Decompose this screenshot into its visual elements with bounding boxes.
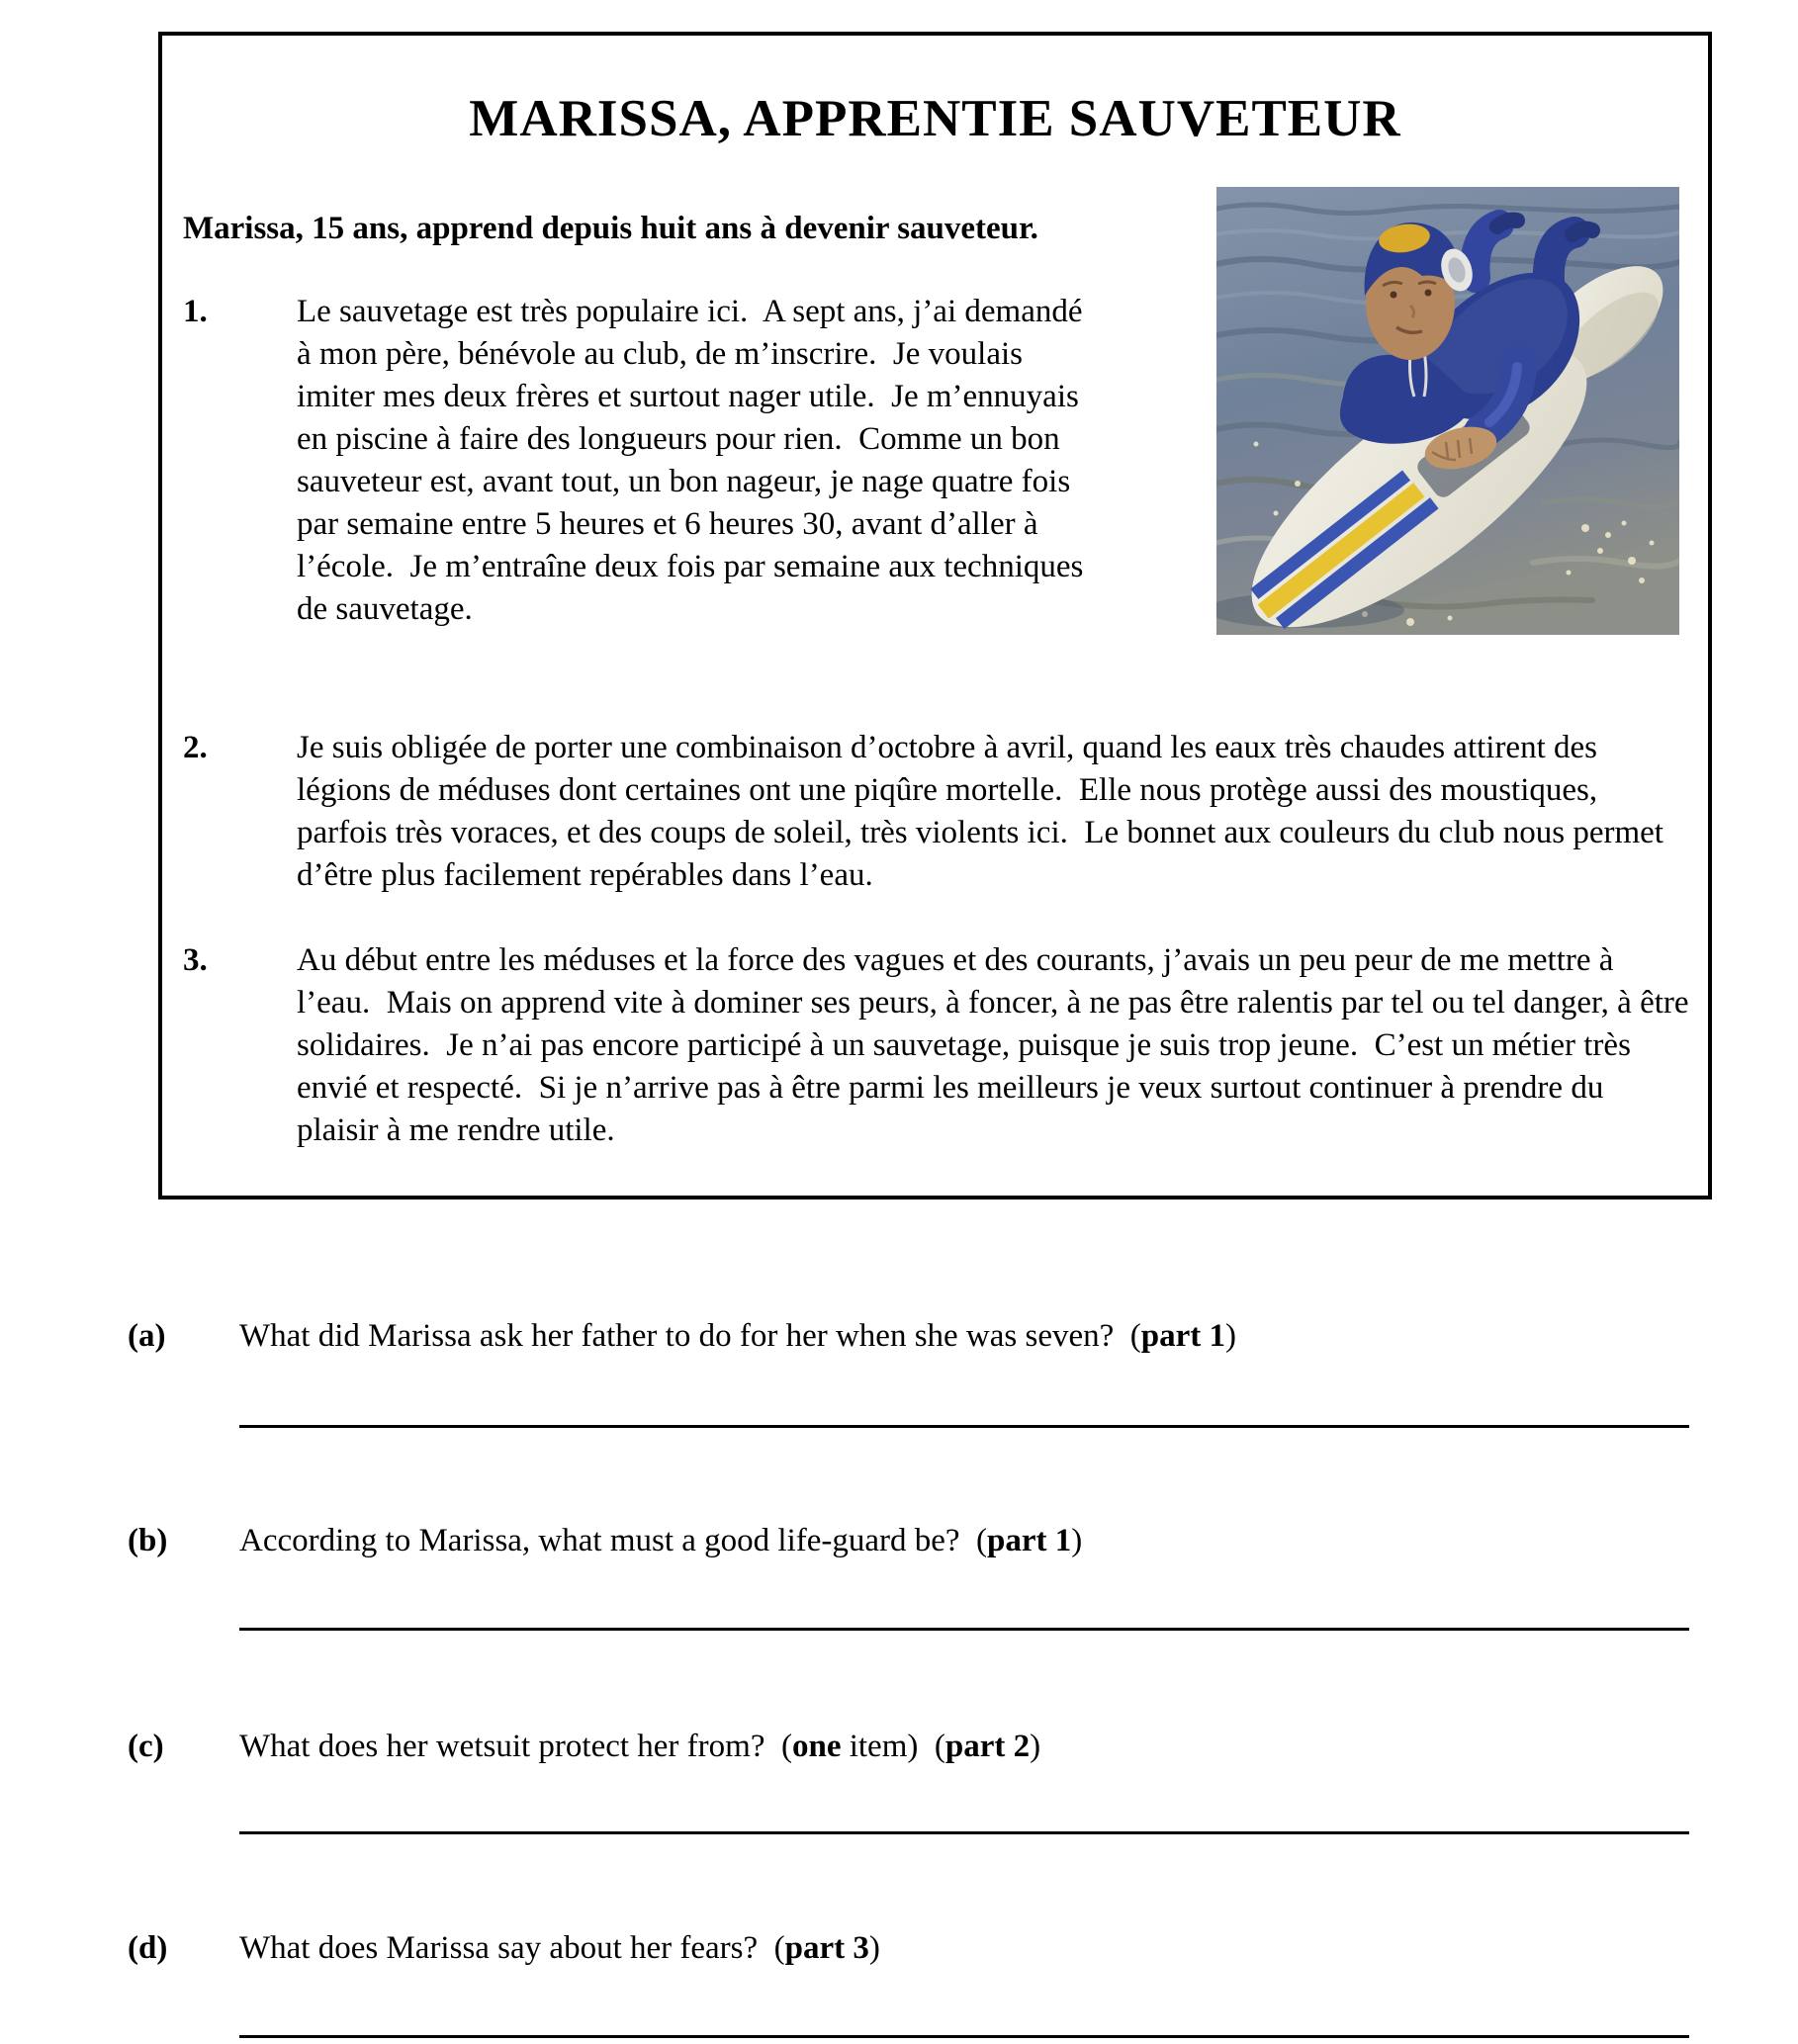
answer-line-a [239, 1425, 1689, 1428]
question-text: According to Marissa, what must a good life-guard be? (part 1) [239, 1523, 1083, 1558]
question-text: What did Marissa ask her father to do for her when she was seven? (part 1) [239, 1318, 1237, 1354]
passage-paragraph-3 [183, 939, 1697, 1152]
question-a [128, 1315, 1693, 1358]
question-label: (c) [128, 1729, 164, 1764]
question-d [128, 1927, 1693, 1970]
paragraph-number: 2. [183, 730, 208, 765]
photo-illustration [1216, 187, 1679, 635]
paragraph-text: Le sauvetage est très populaire ici. A sept ans, j’ai demandé à mon père, bénévole au club, de m’inscrire. Je voulais imiter mes deux frères et surtout nager utile. Je m’ennuyais en piscine à faire des longueurs pour rien. Comme un bon sauveteur est, avant tout, un bon nageur, je nage quatre fois par semaine entre 5 heures et 6 heures 30, avant d’aller à l’école. Je m’entraîne deux fois par semaine aux techniques de sauvetage. [297, 294, 1092, 627]
passage-paragraph-2 [183, 727, 1693, 897]
answer-line-c [239, 1831, 1689, 1834]
paragraph-number: 3. [183, 942, 208, 978]
question-label: (b) [128, 1523, 168, 1558]
answer-line-d [239, 2035, 1689, 2038]
question-text: What does her wetsuit protect her from? (one item) (part 2) [239, 1729, 1041, 1764]
paragraph-text: Au début entre les méduses et la force des vagues et des courants, j’avais un peu peur de me mettre à l’eau. Mais on apprend vite à dominer ses peurs, à foncer, à ne pas être ralentis par tel ou tel danger, à être solidaires. Je n’ai pas encore participé à un sauvetage, puisque je suis trop jeune. C’est un métier très envié et respecté. Si je n’arrive pas à être parmi les meilleurs je veux surtout continuer à prendre du plaisir à me rendre utile. [297, 942, 1697, 1148]
question-label: (a) [128, 1318, 166, 1354]
answer-line-b [239, 1628, 1689, 1631]
question-c [128, 1726, 1693, 1768]
passage-title: MARISSA, APPRENTIE SAUVETEUR [469, 90, 1401, 147]
paragraph-text: Je suis obligée de porter une combinaison d’octobre à avril, quand les eaux très chaudes attirent des légions de méduses dont certaines ont une piqûre mortelle. Elle nous protège aussi des moustiques, parfois très voraces, et des coups de soleil, très violents ici. Le bonnet aux couleurs du club nous permet d’être plus facilement repérables dans l’eau. [297, 730, 1672, 893]
passage-paragraph-1 [183, 291, 1092, 631]
paragraph-number: 1. [183, 294, 208, 329]
question-text: What does Marissa say about her fears? (part 3) [239, 1930, 880, 1966]
question-b [128, 1520, 1693, 1562]
photo-marissa-rescue-board [1216, 187, 1679, 635]
question-label: (d) [128, 1930, 168, 1966]
passage-intro: Marissa, 15 ans, apprend depuis huit ans à devenir sauveteur. [183, 211, 1038, 246]
